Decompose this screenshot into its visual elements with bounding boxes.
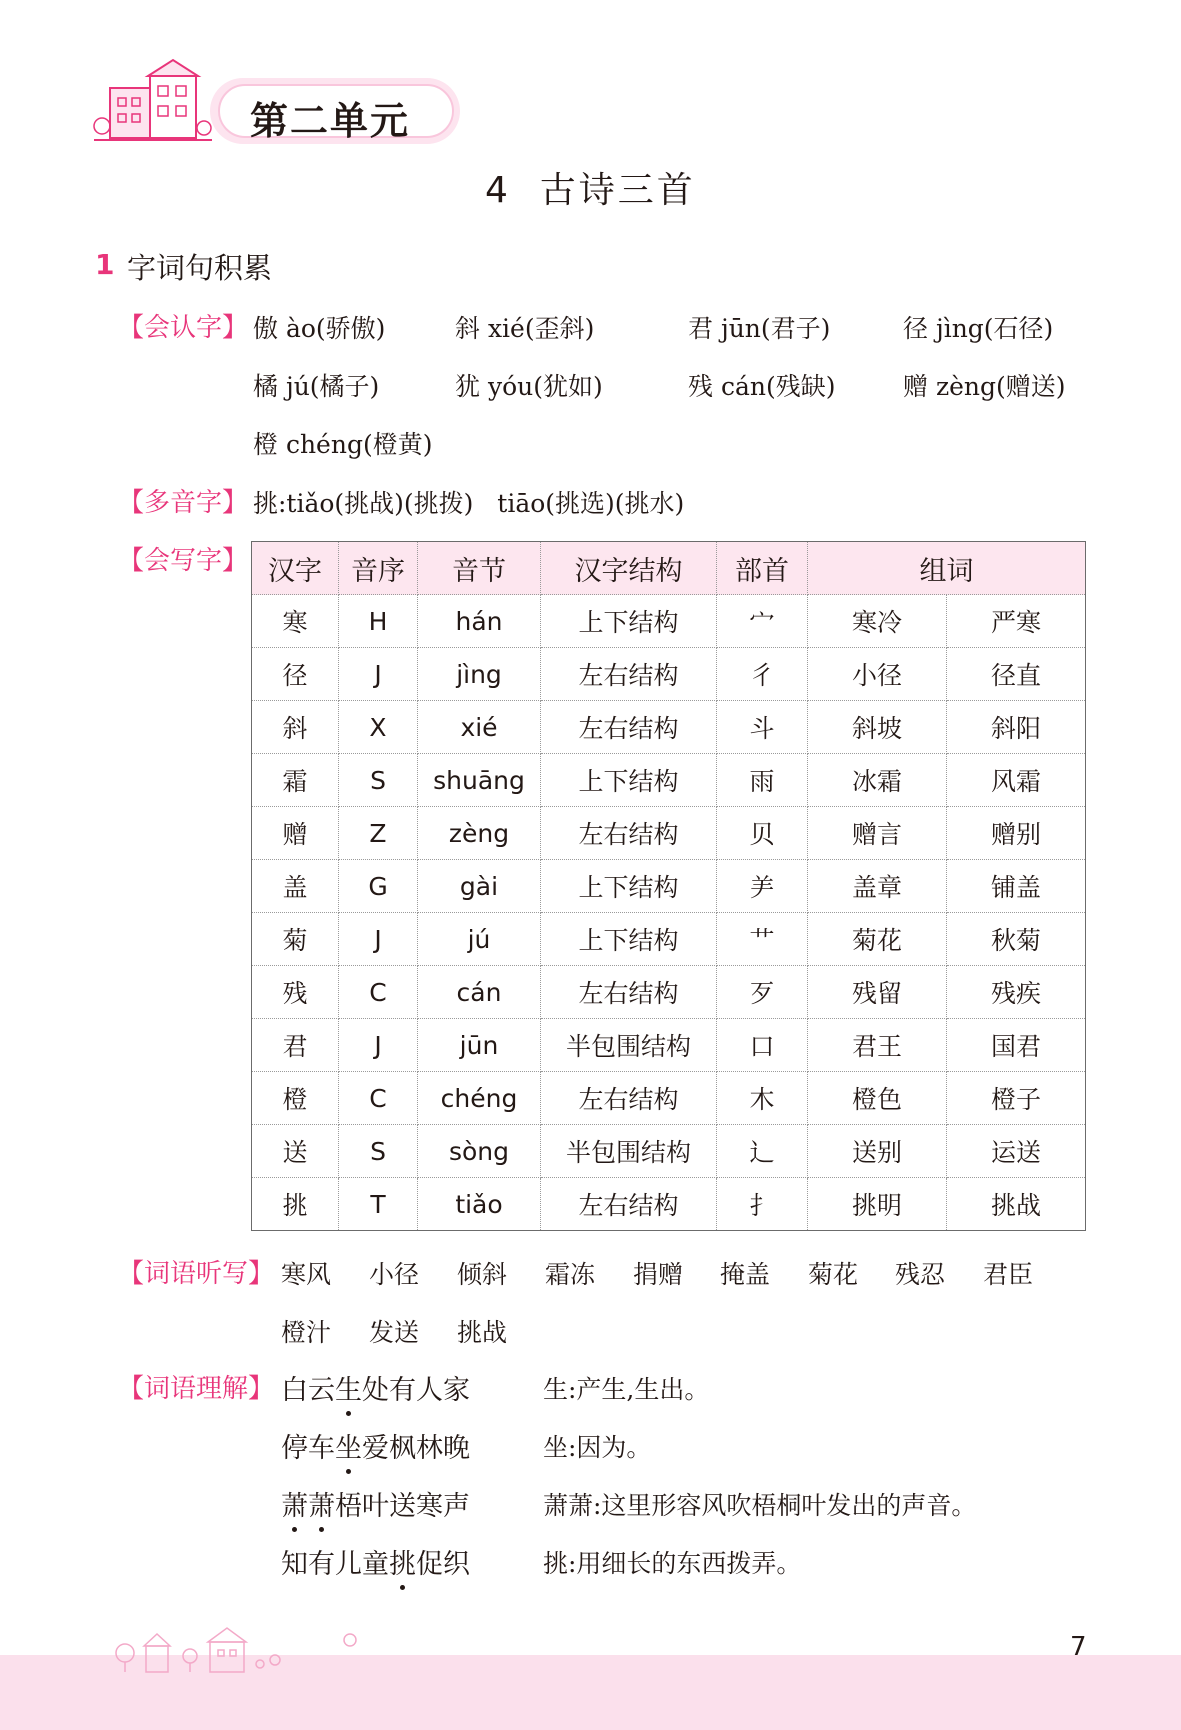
cell-yinjie: tiǎo (418, 1178, 541, 1231)
table-row (252, 595, 1086, 648)
header-hanzi: 汉字 (252, 542, 339, 595)
cell-yinxu: Z (339, 807, 418, 860)
cell-word-2: 橙子 (947, 1072, 1086, 1125)
cell-yinjie: xié (418, 701, 541, 754)
dictation-word: 霜冻 (545, 1260, 596, 1289)
cell-word-2: 赠别 (947, 807, 1086, 860)
lesson-title: 4 古诗三首 (485, 170, 696, 211)
cell-radical: 雨 (717, 754, 808, 807)
cell-structure: 左右结构 (541, 648, 717, 701)
dictation-tag: 【词语听写】 (118, 1259, 275, 1289)
cell-hanzi: 斜 (252, 701, 339, 754)
cell-yinxu: T (339, 1178, 418, 1231)
recognize-item: 径 jìng(石径) (903, 314, 1054, 343)
cell-word-2: 斜阳 (947, 701, 1086, 754)
cell-radical: 宀 (717, 595, 808, 648)
word-explanation: 萧萧:这里形容风吹梧桐叶发出的声音。 (543, 1491, 977, 1520)
cell-yinxu: J (339, 1019, 418, 1072)
cell-hanzi: 寒 (252, 595, 339, 648)
cell-word-1: 寒冷 (808, 595, 947, 648)
poem-line-pre: 白云 (281, 1375, 335, 1406)
dotted-char: 萧 (308, 1484, 335, 1523)
word-explanation: 坐:因为。 (543, 1433, 652, 1462)
header-radical: 部首 (717, 542, 808, 595)
recognize-item: 君 jūn(君子) (688, 314, 831, 343)
recognize-item: 残 cán(残缺) (688, 372, 836, 401)
cell-hanzi: 径 (252, 648, 339, 701)
cell-word-2: 径直 (947, 648, 1086, 701)
cell-yinjie: jú (418, 913, 541, 966)
header-words: 组词 (808, 542, 1086, 595)
dictation-word: 发送 (369, 1318, 420, 1347)
cell-word-1: 斜坡 (808, 701, 947, 754)
dictation-word: 捐赠 (633, 1260, 684, 1289)
cell-yinjie: sòng (418, 1125, 541, 1178)
cell-yinjie: hán (418, 595, 541, 648)
polyphone-tag: 【多音字】 (118, 488, 249, 518)
cell-structure: 左右结构 (541, 1072, 717, 1125)
cell-hanzi: 橙 (252, 1072, 339, 1125)
dotted-word (281, 1491, 335, 1522)
section-title: 字词句积累 (127, 251, 273, 285)
cell-yinxu: X (339, 701, 418, 754)
cell-structure: 半包围结构 (541, 1125, 717, 1178)
understanding-tag: 【词语理解】 (118, 1374, 275, 1404)
cell-word-2: 秋菊 (947, 913, 1086, 966)
table-row (252, 913, 1086, 966)
cell-word-1: 赠言 (808, 807, 947, 860)
header-structure: 汉字结构 (541, 542, 717, 595)
cell-yinxu: H (339, 595, 418, 648)
cell-yinjie: zèng (418, 807, 541, 860)
cell-word-1: 盖章 (808, 860, 947, 913)
poem-line-post: 促织 (416, 1549, 470, 1580)
word-explanation: 生:产生,生出。 (543, 1375, 710, 1404)
recognize-item: 傲 ào(骄傲) (253, 314, 386, 343)
poem-line-pre: 停车 (281, 1433, 335, 1464)
cell-radical: 辶 (717, 1125, 808, 1178)
cell-structure: 上下结构 (541, 860, 717, 913)
cell-structure: 上下结构 (541, 754, 717, 807)
poem-line-post: 梧叶送寒声 (335, 1491, 470, 1522)
cell-hanzi: 挑 (252, 1178, 339, 1231)
word-explanation: 挑:用细长的东西拨弄。 (543, 1549, 802, 1578)
cell-word-1: 挑明 (808, 1178, 947, 1231)
section-number: 1 (95, 248, 115, 281)
table-row (252, 1178, 1086, 1231)
poem-line-post: 处有人家 (362, 1375, 470, 1406)
dictation-word: 倾斜 (457, 1260, 508, 1289)
dictation-word: 君臣 (983, 1260, 1034, 1289)
cell-hanzi: 霜 (252, 754, 339, 807)
poem-line-post: 爱枫林晚 (362, 1433, 470, 1464)
cell-structure: 左右结构 (541, 807, 717, 860)
table-row (252, 1072, 1086, 1125)
cell-yinjie: jūn (418, 1019, 541, 1072)
table-row (252, 807, 1086, 860)
cell-radical: 口 (717, 1019, 808, 1072)
dictation-word: 掩盖 (720, 1260, 771, 1289)
write-tag: 【会写字】 (118, 546, 249, 576)
dotted-word: 挑 (389, 1542, 416, 1581)
cell-yinxu: J (339, 648, 418, 701)
cell-hanzi: 送 (252, 1125, 339, 1178)
cell-radical: 木 (717, 1072, 808, 1125)
dictation-word: 橙汁 (281, 1318, 332, 1347)
cell-radical: 斗 (717, 701, 808, 754)
cell-structure: 左右结构 (541, 966, 717, 1019)
cell-word-1: 残留 (808, 966, 947, 1019)
cell-yinxu: S (339, 754, 418, 807)
cell-radical: 扌 (717, 1178, 808, 1231)
unit-title: 第二单元 (250, 99, 411, 143)
poem-line (281, 1368, 470, 1407)
cell-word-1: 冰霜 (808, 754, 947, 807)
table-row (252, 701, 1086, 754)
dictation-word: 寒风 (281, 1260, 332, 1289)
dictation-word: 菊花 (808, 1260, 859, 1289)
recognize-item: 犹 yóu(犹如) (455, 372, 603, 401)
header-yinjie: 音节 (418, 542, 541, 595)
cell-radical: 艹 (717, 913, 808, 966)
cell-yinxu: C (339, 1072, 418, 1125)
cell-yinjie: jìng (418, 648, 541, 701)
cell-hanzi: 菊 (252, 913, 339, 966)
cell-radical: 贝 (717, 807, 808, 860)
recognize-tag: 【会认字】 (118, 313, 249, 343)
cell-radical: 彳 (717, 648, 808, 701)
cell-structure: 左右结构 (541, 701, 717, 754)
cell-hanzi: 盖 (252, 860, 339, 913)
write-table (251, 541, 1086, 1231)
table-header-row (252, 542, 1086, 595)
poem-line (281, 1484, 470, 1523)
cell-structure: 左右结构 (541, 1178, 717, 1231)
cell-word-2: 严寒 (947, 595, 1086, 648)
cell-yinxu: J (339, 913, 418, 966)
cell-yinxu: C (339, 966, 418, 1019)
town-decoration-icon (110, 1618, 370, 1673)
table-row (252, 754, 1086, 807)
table-row (252, 648, 1086, 701)
cell-word-2: 铺盖 (947, 860, 1086, 913)
table-row (252, 1019, 1086, 1072)
cell-radical: 歹 (717, 966, 808, 1019)
cell-structure: 上下结构 (541, 595, 717, 648)
school-building-icon (92, 58, 222, 153)
dictation-word: 小径 (369, 1260, 420, 1289)
cell-word-1: 橙色 (808, 1072, 947, 1125)
header-yinxu: 音序 (339, 542, 418, 595)
cell-word-2: 国君 (947, 1019, 1086, 1072)
cell-yinjie: shuāng (418, 754, 541, 807)
dotted-word: 坐 (335, 1426, 362, 1465)
cell-word-1: 送别 (808, 1125, 947, 1178)
cell-hanzi: 赠 (252, 807, 339, 860)
poem-line (281, 1426, 470, 1465)
cell-hanzi: 残 (252, 966, 339, 1019)
recognize-item: 橘 jú(橘子) (253, 372, 380, 401)
poem-line (281, 1542, 470, 1581)
dotted-char: 萧 (281, 1484, 308, 1523)
recognize-item: 斜 xié(歪斜) (455, 314, 595, 343)
cell-yinxu: S (339, 1125, 418, 1178)
cell-word-1: 君王 (808, 1019, 947, 1072)
cell-yinjie: chéng (418, 1072, 541, 1125)
dictation-word: 挑战 (457, 1318, 508, 1347)
cell-word-2: 风霜 (947, 754, 1086, 807)
cell-hanzi: 君 (252, 1019, 339, 1072)
cell-structure: 半包围结构 (541, 1019, 717, 1072)
dotted-word: 生 (335, 1368, 362, 1407)
cell-word-2: 挑战 (947, 1178, 1086, 1231)
cell-word-1: 菊花 (808, 913, 947, 966)
cell-structure: 上下结构 (541, 913, 717, 966)
cell-yinjie: gài (418, 860, 541, 913)
cell-word-2: 运送 (947, 1125, 1086, 1178)
table-row (252, 860, 1086, 913)
cell-radical: ⺶ (717, 860, 808, 913)
cell-yinjie: cán (418, 966, 541, 1019)
recognize-item: 橙 chéng(橙黄) (253, 430, 433, 459)
page-number: 7 (1070, 1632, 1087, 1662)
dictation-word: 残忍 (895, 1260, 946, 1289)
cell-yinxu: G (339, 860, 418, 913)
recognize-item: 赠 zèng(赠送) (903, 372, 1066, 401)
polyphone-text: 挑:tiǎo(挑战)(挑拨) tiāo(挑选)(挑水) (253, 489, 685, 518)
cell-word-2: 残疾 (947, 966, 1086, 1019)
table-row (252, 1125, 1086, 1178)
poem-line-pre: 知有儿童 (281, 1549, 389, 1580)
table-row (252, 966, 1086, 1019)
cell-word-1: 小径 (808, 648, 947, 701)
